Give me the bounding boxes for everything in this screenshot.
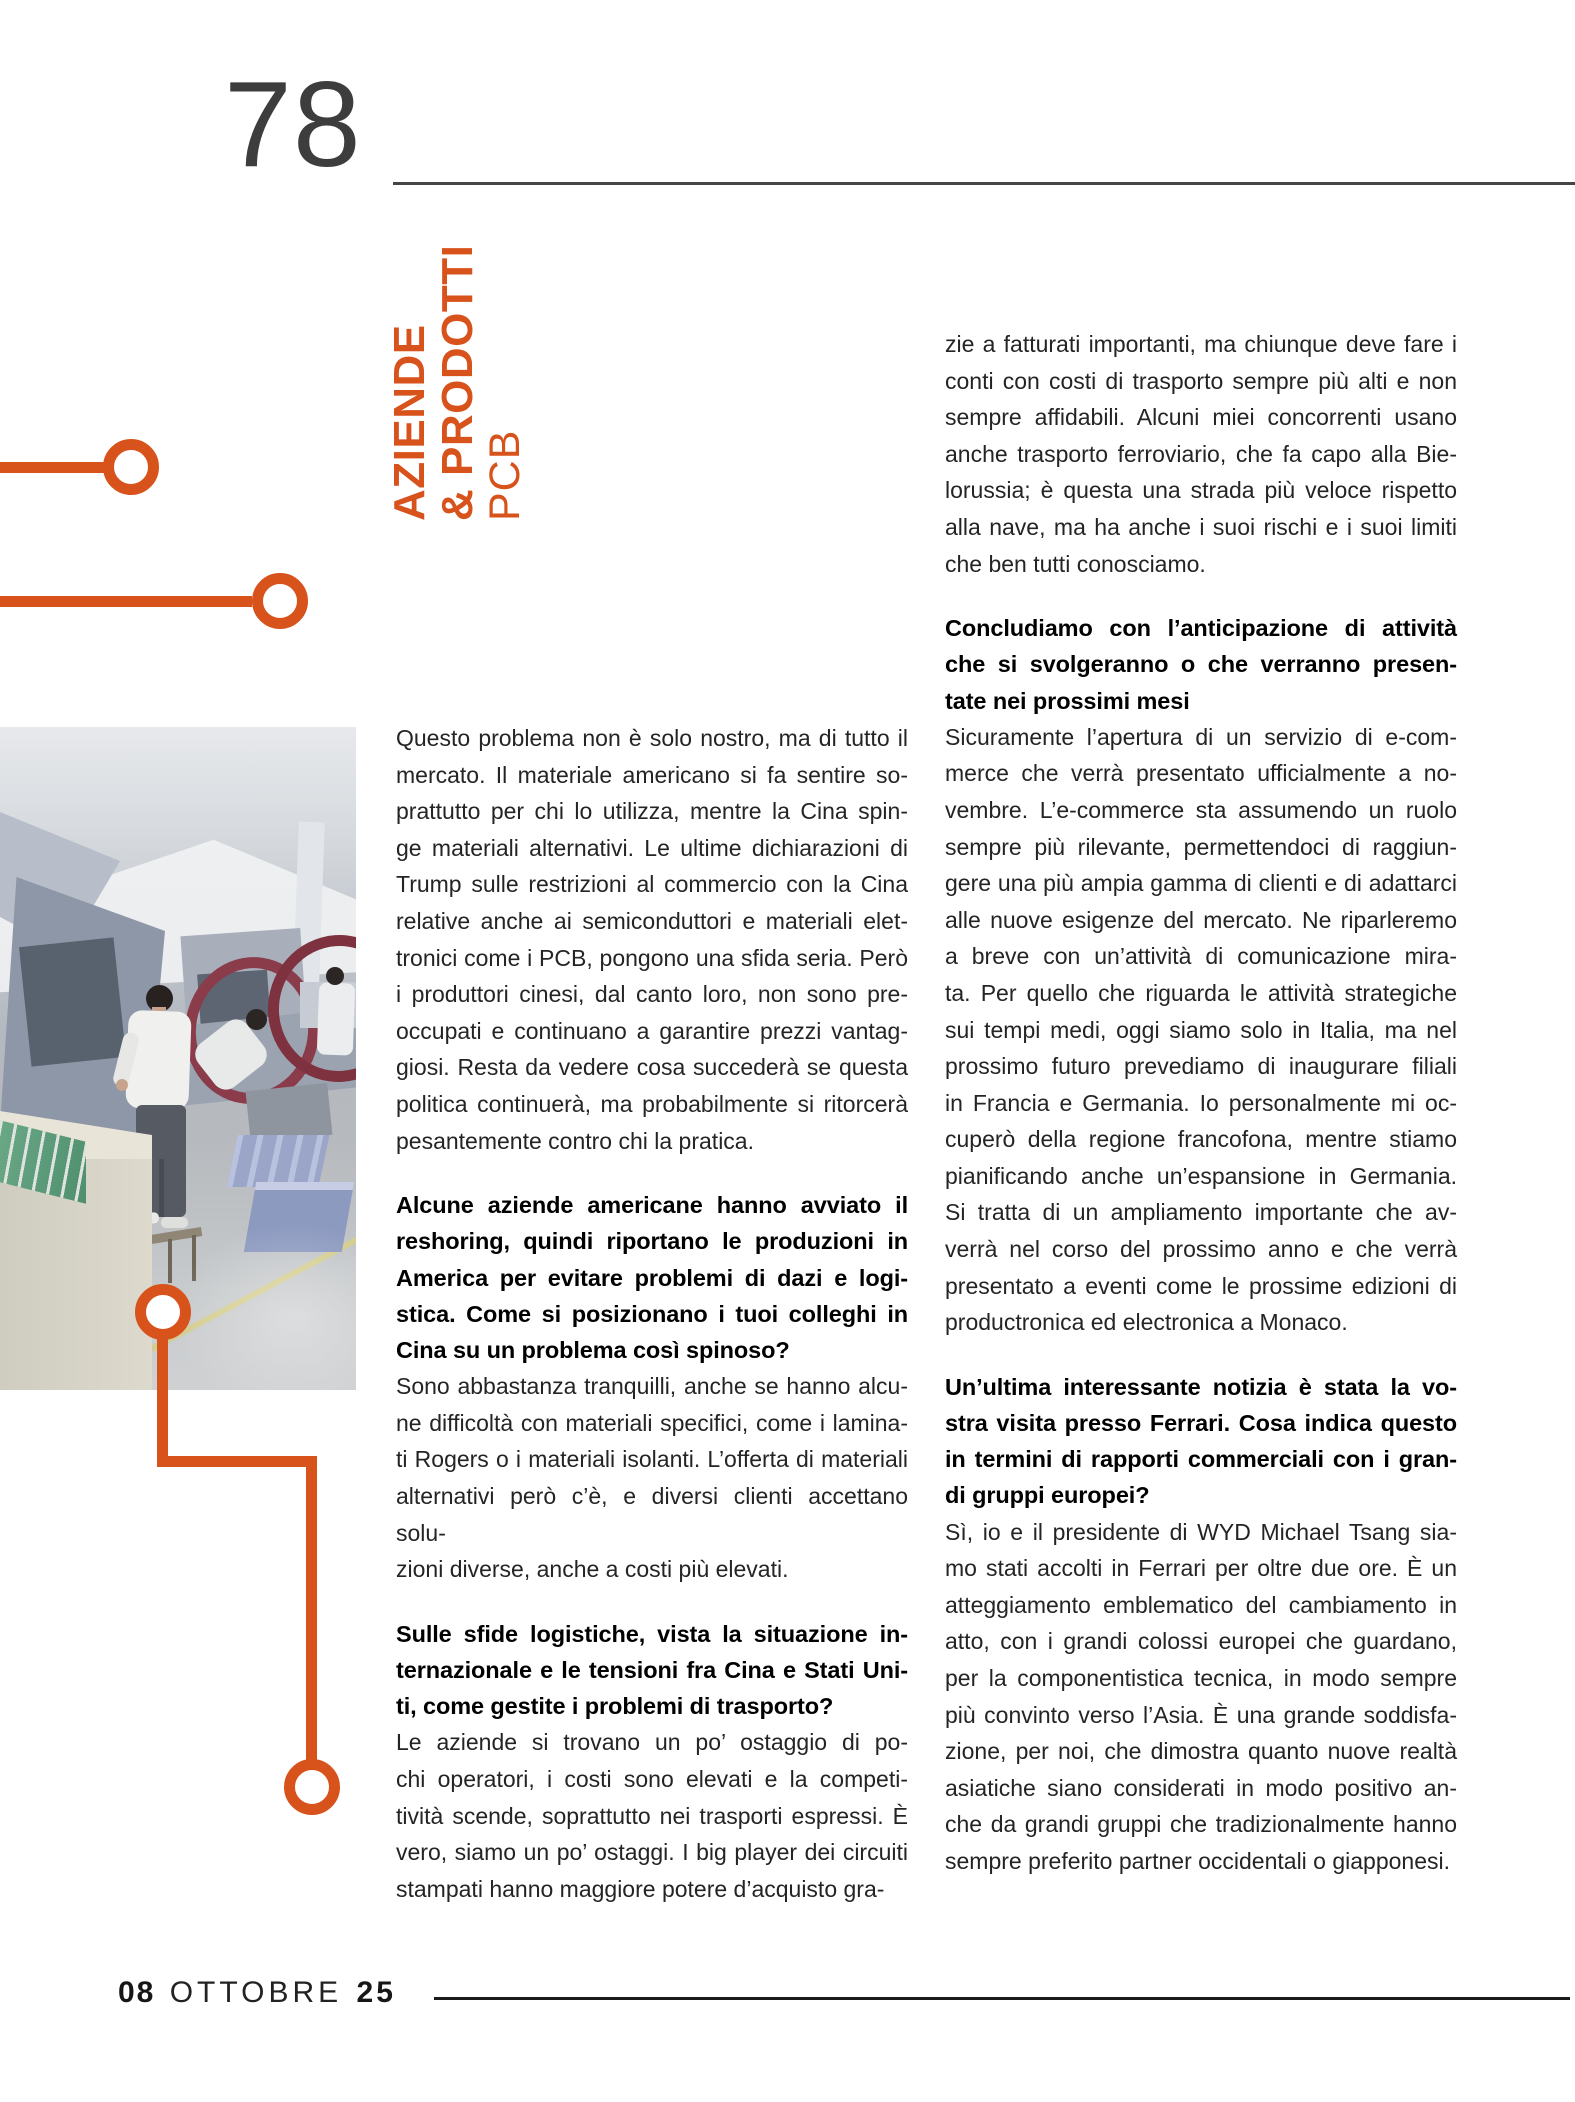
text-line: gere una più ampia gamma di clienti e di adattarci	[945, 870, 1457, 897]
text-line: Sono abbastanza tranquilli, anche se hanno alcu-	[396, 1373, 908, 1400]
article-column-right	[945, 326, 1457, 1880]
text-line: chi operatori, i costi sono elevati e la competi-	[396, 1765, 908, 1792]
text-line: zie a fatturati importanti, ma chiunque deve fare i	[945, 331, 1457, 357]
circuit-node-icon	[135, 1284, 191, 1340]
circuit-trace-1	[0, 462, 104, 473]
text-line: stampati hanno maggiore potere d’acquisto gra-	[396, 1875, 885, 1902]
text-line: asiatiche siano considerati in modo positivo an-	[945, 1774, 1457, 1801]
text-line: i produttori cinesi, dal canto loro, non sono pre-	[396, 981, 908, 1008]
photo-crate-1	[226, 1135, 329, 1187]
text-line: vero, siamo un po’ ostaggi. I big player dei circuiti	[396, 1839, 908, 1866]
footer-year: 25	[356, 1976, 396, 2009]
text-line: più convinto verso l’Asia. È una grande soddisfa-	[945, 1701, 1457, 1728]
text-line: anche trasporto ferroviario, che fa capo alla Bie-	[945, 440, 1457, 467]
text-line: cuperò della regione francofona, mentre stiamo	[945, 1126, 1457, 1153]
text-line: merce che verrà presentato ufficialmente a no-	[945, 760, 1457, 787]
text-line: ge materiali alternativi. Le ultime dichiarazioni di	[396, 834, 908, 861]
text-line: verrà nel corso del prossimo anno e che verrà	[945, 1236, 1457, 1263]
page-number: 78	[224, 56, 362, 192]
text-line: tate nei prossimi mesi	[945, 687, 1190, 714]
text-line: Un’ultima interessante notizia è stata la vo-	[945, 1373, 1457, 1400]
photo-worker2-head	[246, 1009, 267, 1030]
text-line: America per evitare problemi di dazi e logi-	[396, 1264, 908, 1291]
photo-worker1-hand	[116, 1079, 128, 1091]
text-line: Sicuramente l’apertura di un servizio di e-com-	[945, 723, 1457, 750]
footer-rule	[434, 1997, 1570, 2000]
text-line: Sulle sfide logistiche, vista la situazione in-	[396, 1620, 908, 1647]
text-line: ternazionale e le tensioni fra Cina e Stati Uni-	[396, 1656, 908, 1683]
text-line: mercato. Il materiale americano si fa sentire so-	[396, 761, 908, 788]
text-line: sempre preferito partner occidentali o giapponesi.	[945, 1848, 1451, 1875]
paragraph-heading	[945, 1369, 1457, 1514]
text-line: atto, con i grandi colossi europei che guardano,	[945, 1628, 1457, 1655]
text-line: sempre più rilevante, permettendoci di raggiun-	[945, 833, 1457, 860]
paragraph-body	[396, 1368, 908, 1588]
text-line: ti, come gestite i problemi di trasporto?	[396, 1693, 834, 1720]
text-line: alternativi però c’è, e diversi clienti accettano solu-	[396, 1482, 908, 1546]
text-line: ne difficoltà con materiali specifici, come i lamina-	[396, 1409, 908, 1436]
text-line: conti con costi di trasporto sempre più alti e non	[945, 367, 1457, 394]
photo-worker3-torso	[317, 982, 355, 1055]
top-rule	[393, 182, 1575, 185]
text-line: Trump sulle restrizioni al commercio con la Cina	[396, 871, 908, 898]
circuit-node-icon	[103, 439, 159, 495]
text-line: pianificando anche un’espansione in Germania.	[945, 1162, 1457, 1189]
text-line: politica continuerà, ma probabilmente si ritorcerà	[396, 1090, 908, 1117]
text-line: per la componentistica tecnica, in modo sempre	[945, 1665, 1457, 1692]
circuit-trace-3-v2	[306, 1456, 317, 1761]
text-line: Cina su un problema così spinoso?	[396, 1336, 790, 1363]
paragraph-heading	[396, 1187, 908, 1368]
section-label-line1: AZIENDE	[385, 324, 434, 521]
paragraph-body	[945, 719, 1457, 1341]
text-line: presentato a eventi come le prossime edizioni di	[945, 1272, 1457, 1299]
text-line: tività scende, soprattutto nei trasporti espressi. È	[396, 1802, 908, 1829]
text-line: zione, per noi, che dimostra quanto nuove realtà	[945, 1738, 1457, 1765]
paragraph-body	[945, 326, 1457, 582]
text-line: ta. Per quello che riguarda le attività strategiche	[945, 979, 1457, 1006]
circuit-trace-3-h	[157, 1456, 317, 1467]
text-line: che da grandi gruppi che tradizionalmente hanno	[945, 1811, 1457, 1838]
text-line: Le aziende si trovano un po’ ostaggio di po-	[396, 1729, 908, 1756]
text-line: sui tempi medi, oggi siamo solo in Italia, ma nel	[945, 1016, 1457, 1043]
article-column-left	[396, 720, 908, 1907]
paragraph-heading	[396, 1616, 908, 1725]
text-line: vembre. L’e-commerce sta assumendo un ruolo	[945, 796, 1457, 823]
text-line: productronica ed electronica a Monaco.	[945, 1309, 1348, 1336]
text-line: Sì, io e il presidente di WYD Michael Tsang sia-	[945, 1518, 1457, 1545]
photo-machine-opening	[19, 937, 126, 1066]
circuit-trace-3-v1	[157, 1336, 168, 1467]
text-line: stica. Come si posizionano i tuoi colleghi in	[396, 1300, 908, 1327]
text-line: che ben tutti conosciamo.	[945, 550, 1206, 577]
text-line: Alcune aziende americane hanno avviato il	[396, 1192, 908, 1219]
text-line: in Francia e Germania. Io personalmente mi oc-	[945, 1089, 1457, 1116]
text-line: alla nave, ma ha anche i suoi rischi e i suoi limiti	[945, 513, 1457, 540]
text-line: alle nuove esigenze del mercato. Ne riparleremo	[945, 906, 1457, 933]
text-line: prossimo futuro prevediamo di inaugurare filiali	[945, 1053, 1457, 1080]
section-label-line2: & PRODOTTI	[433, 244, 482, 521]
footer-issue: 08	[118, 1976, 156, 2009]
text-line: Concludiamo con l’anticipazione di attività	[945, 615, 1457, 642]
paragraph-body	[396, 720, 908, 1159]
text-line: in termini di rapporti commerciali con i gran-	[945, 1446, 1457, 1473]
footer	[118, 1976, 396, 2010]
text-line: ti Rogers o i materiali isolanti. L’offerta di materiali	[396, 1446, 908, 1473]
text-line: prattutto per chi lo utilizza, mentre la Cina spin-	[396, 798, 908, 825]
photo-worker1-shirt	[125, 1010, 191, 1110]
paragraph-heading	[945, 610, 1457, 719]
text-line: stra visita presso Ferrari. Cosa indica questo	[945, 1410, 1457, 1437]
text-line: relative anche ai semiconduttori e materiali elet-	[396, 907, 908, 934]
text-line: lorussia; è questa una strada più veloce rispetto	[945, 477, 1457, 504]
text-line: che si svolgeranno o che verranno presen-	[945, 651, 1457, 678]
text-line: Si tratta di un ampliamento importante che av-	[945, 1199, 1457, 1226]
text-line: a breve con un’attività di comunicazione mira-	[945, 943, 1457, 970]
text-line: di gruppi europei?	[945, 1482, 1150, 1509]
text-line: occupati e continuano a garantire prezzi vantag-	[396, 1017, 908, 1044]
section-label	[386, 186, 529, 521]
text-line: reshoring, quindi riportano le produzioni in	[396, 1228, 908, 1255]
footer-month: OTTOBRE	[169, 1976, 343, 2009]
paragraph-body	[396, 1724, 908, 1907]
text-line: tronici come i PCB, pongono una sfida seria. Però	[396, 944, 908, 971]
text-line: sempre affidabili. Alcuni miei concorrenti usano	[945, 404, 1457, 431]
circuit-node-icon	[284, 1759, 340, 1815]
paragraph-body	[945, 1514, 1457, 1880]
circuit-trace-2	[0, 596, 252, 607]
circuit-node-icon	[252, 573, 308, 629]
text-line: pesantemente contro chi la pratica.	[396, 1127, 754, 1154]
section-sublabel: PCB	[481, 429, 529, 521]
photo-worker3-head	[326, 967, 344, 985]
text-line: zioni diverse, anche a costi più elevati.	[396, 1556, 789, 1583]
text-line: giosi. Resta da vedere cosa succederà se questa	[396, 1054, 908, 1081]
text-line: mo stati accolti in Ferrari per oltre due ore. È un	[945, 1555, 1457, 1582]
text-line: atteggiamento emblematico del cambiamento in	[945, 1591, 1457, 1618]
text-line: Questo problema non è solo nostro, ma di tutto il	[396, 725, 908, 751]
